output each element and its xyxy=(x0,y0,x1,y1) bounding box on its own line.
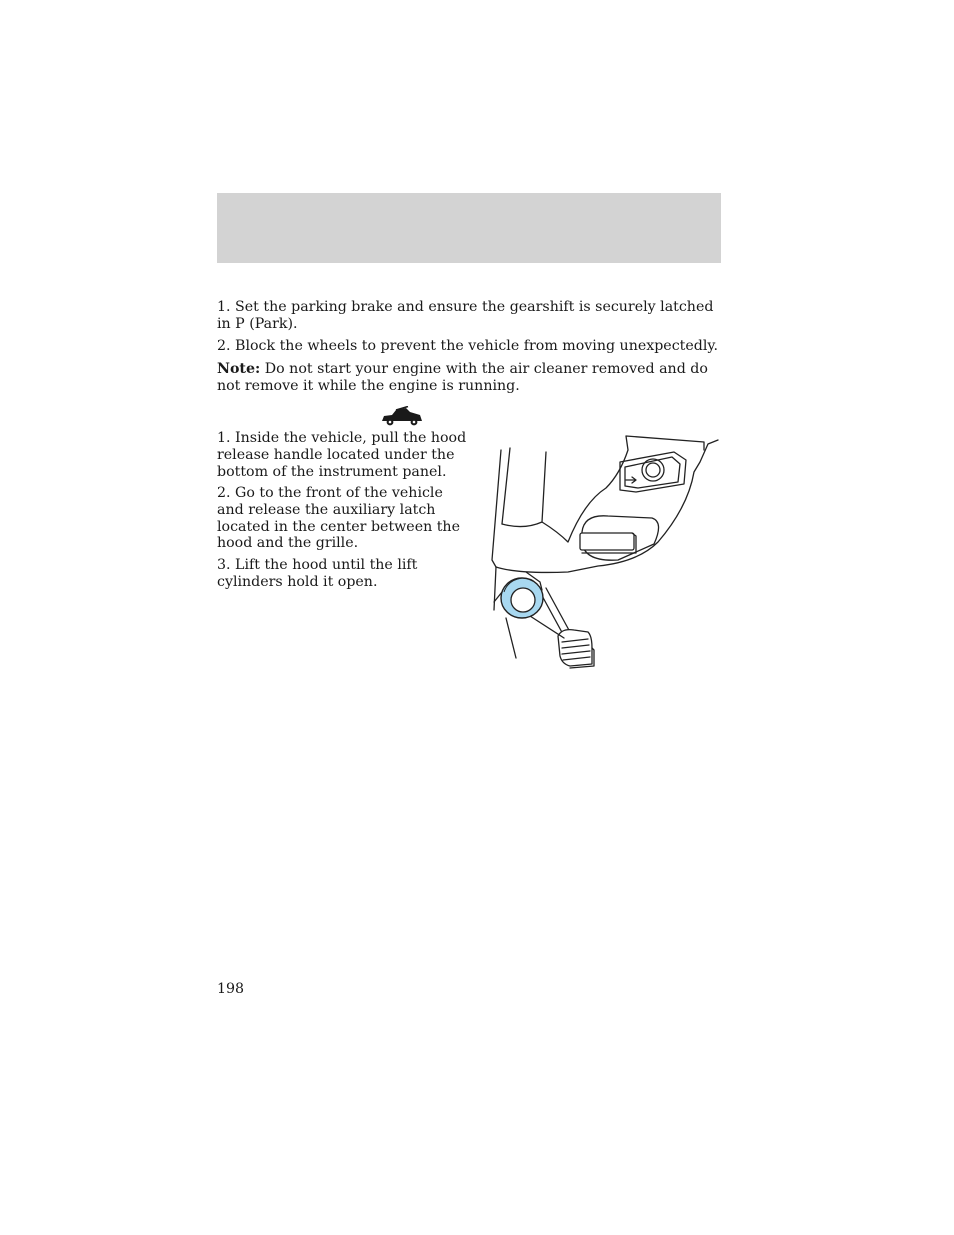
hood-open-car-icon xyxy=(380,406,424,428)
hood-step-1: 1. Inside the vehicle, pull the hood release handle located under the bottom of the instrument panel. xyxy=(217,430,467,480)
section-header-band xyxy=(217,193,721,263)
page-number: 198 xyxy=(217,981,245,997)
hood-step-2: 2. Go to the front of the vehicle and release the auxiliary latch located in the center between the hood and the grille. xyxy=(217,485,460,552)
hood-step-3: 3. Lift the hood until the lift cylinders hold it open. xyxy=(217,557,418,590)
note-text: Do not start your engine with the air cleaner removed and do not remove it while the engine is running. xyxy=(217,361,708,394)
prep-step-2: 2. Block the wheels to prevent the vehicle from moving unexpectedly. xyxy=(217,338,719,354)
prep-step-1: 1. Set the parking brake and ensure the gearshift is securely latched in P (Park). xyxy=(217,299,714,332)
note-label: Note: xyxy=(217,361,261,377)
note-paragraph xyxy=(217,361,721,395)
hood-release-illustration xyxy=(488,432,722,670)
